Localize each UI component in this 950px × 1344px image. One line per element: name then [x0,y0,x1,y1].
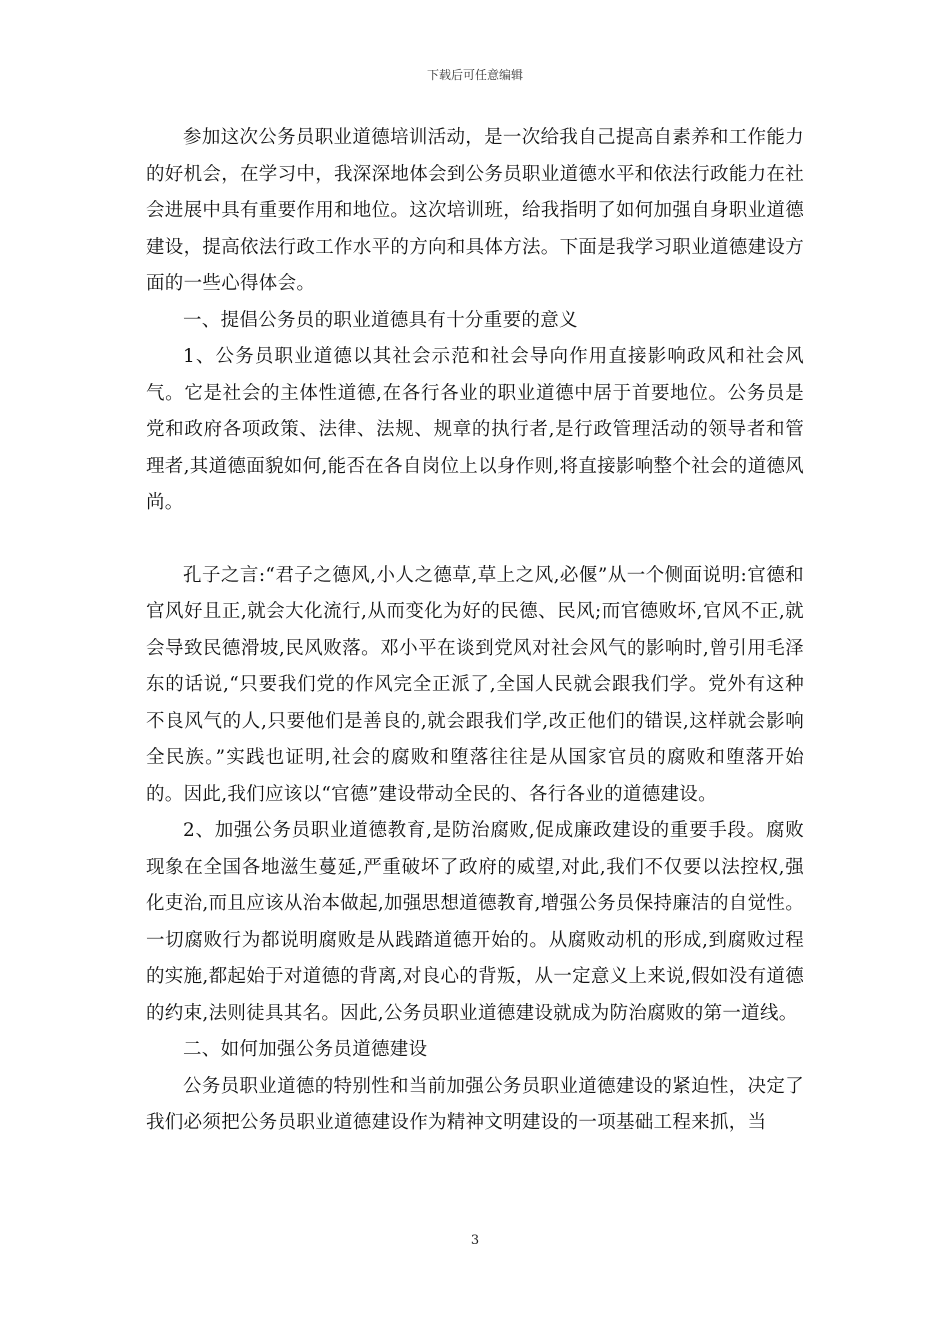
paragraph-intro: 参加这次公务员职业道德培训活动，是一次给我自己提高自素养和工作能力的好机会，在学习中，我深深地体会到公务员职业道德水平和依法行政能力在社会进展中具有重要作用和地位。这次培训班，给我指明了如何加强自身职业道德建设，提高依法行政工作水平的方向和具体方法。下面是我学习职业道德建设方面的一些心得体会。 [146,127,805,294]
document-body [146,120,804,1142]
section-heading-2: 二、如何加强公务员道德建设 [183,1039,428,1060]
paragraph-section-2-intro: 公务员职业道德的特别性和当前加强公务员职业道德建设的紧迫性，决定了我们必须把公务员职业道德建设作为精神文明建设的一项基础工程来抓，当 [146,1075,804,1133]
page-number: 3 [470,1233,480,1248]
paragraph-point-2: 2、加强公务员职业道德教育,是防治腐败,促成廉政建设的重要手段。腐败现象在全国各地滋生蔓延,严重破坏了政府的威望,对此,我们不仅要以法控权,强化吏治,而且应该从治本做起,加强思想道德教育,增强公务员保持廉洁的自觉性。一切腐败行为都说明腐败是从践踏道德开始的。从腐败动机的形成,到腐败过程的实施,都起始于对道德的背离,对良心的背叛，从一定意义上来说,假如没有道德的约束,法则徒具其名。因此,公务员职业道德建设就成为防治腐败的第一道线。 [146,820,805,1024]
paragraph-point-1: 1、公务员职业道德以其社会示范和社会导向作用直接影响政风和社会风气。它是社会的主体性道德,在各行各业的职业道德中居于首要地位。公务员是党和政府各项政策、法律、法规、规章的执行者,是行政管理活动的领导者和管理者,其道德面貌如何,能否在各自岗位上以身作则,将直接影响整个社会的道德风尚。 [146,346,804,513]
blank-line [146,522,804,558]
section-heading-1: 一、提倡公务员的职业道德具有十分重要的意义 [183,309,578,331]
header-note: 下载后可任意编辑 [426,68,523,82]
paragraph-confucius-quote: 孔子之言:“君子之德风,小人之德草,草上之风,必偃”从一个侧面说明:官德和官风好且正,就会大化流行,从而变化为好的民德、民风;而官德败坏,官风不正,就会导致民德滑坡,民风败落。邓小平在谈到党风对社会风气的影响时,曾引用毛泽东的话说,“只要我们党的作风完全正派了,全国人民就会跟我们学。党外有这种不良风气的人,只要他们是善良的,就会跟我们学,改正他们的错误,这样就会影响全民族。”实践也证明,社会的腐败和堕落往往是从国家官员的腐败和堕落开始的。因此,我们应该以“官德”建设带动全民的、各行各业的道德建设。 [146,564,805,805]
